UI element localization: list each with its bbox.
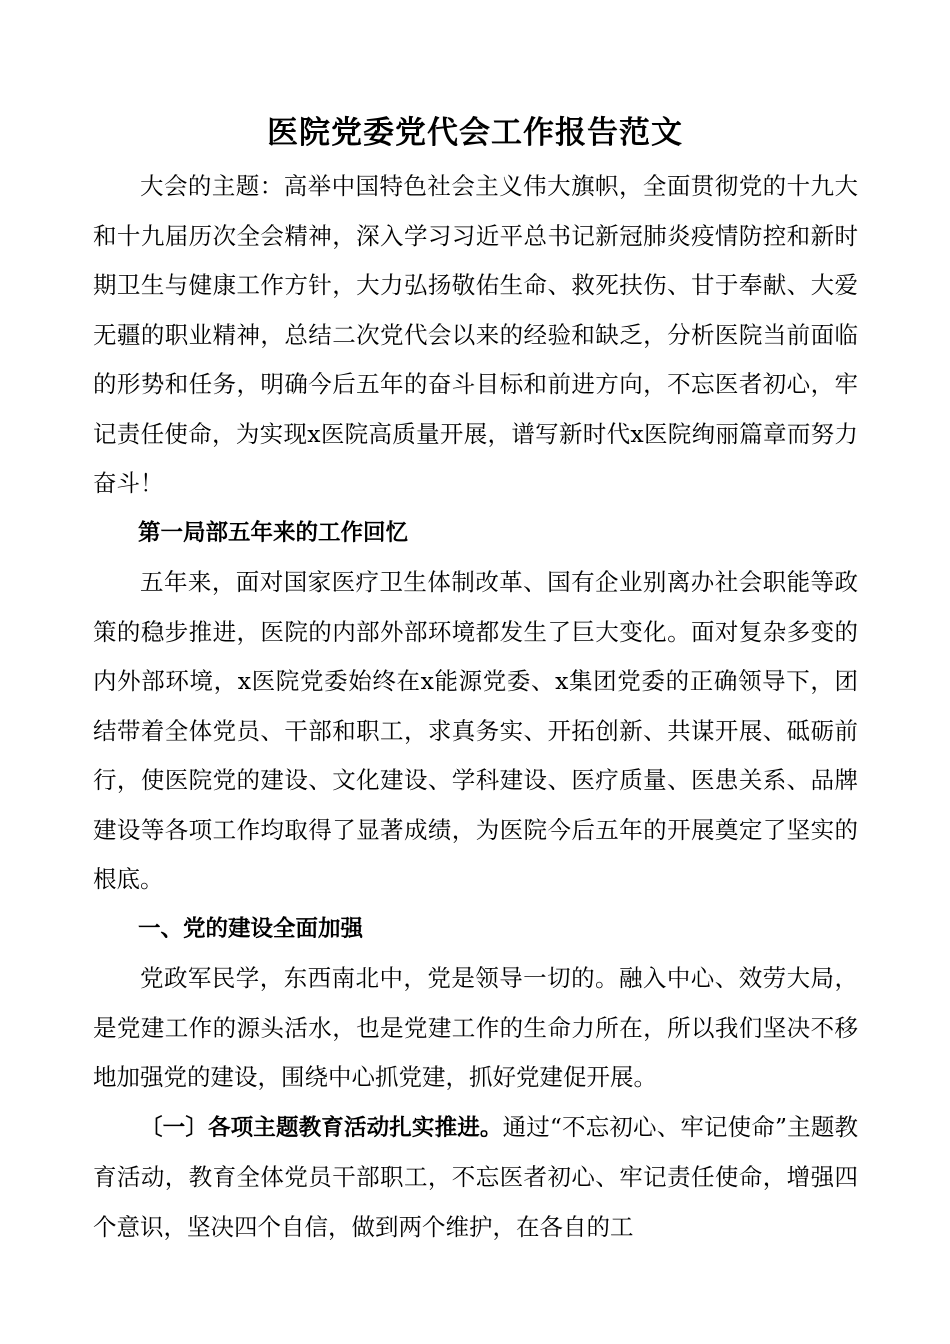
item-paragraph — [93, 1103, 858, 1253]
item-text: 通过“不忘初心、牢记使命”主题教育活动，教育全体党员干部职工，不忘医者初心、牢记责任使命，增强四个意识，坚决四个自信，做到两个维护，在各自的工 — [93, 1112, 858, 1241]
intro-paragraph: 大会的主题：高举中国特色社会主义伟大旗帜，全面贯彻党的十九大和十九届历次全会精神，深入学习习近平总书记新冠肺炎疫情防控和新时期卫生与健康工作方针，大力弘扬敬佑生命、救死扶伤、甘于奉献、大爱无疆的职业精神，总结二次党代会以来的经验和缺乏，分析医院当前面临的形势和任务，明确今后五年的奋斗目标和前进方向，不忘医者初心，牢记责任使命，为实现x医院高质量开展，谱写新时代x医院绚丽篇章而努力奋斗！ — [93, 172, 858, 497]
section-paragraph: 五年来，面对国家医疗卫生体制改革、国有企业别离办社会职能等政策的稳步推进，医院的内部外部环境都发生了巨大变化。面对复杂多变的内外部环境，x医院党委始终在x能源党委、x集团党委的正确领导下，团结带着全体党员、干部和职工，求真务实、开拓创新、共谋开展、砥砺前行，使医院党的建设、文化建设、学科建设、医疗质量、医患关系、品牌建设等各项工作均取得了显著成绩，为医院今后五年的开展奠定了坚实的根底。 — [93, 568, 858, 893]
subsection-paragraph: 党政军民学，东西南北中，党是领导一切的。融入中心、效劳大局，是党建工作的源头活水，也是党建工作的生命力所在，所以我们坚决不移地加强党的建设，围绕中心抓党建，抓好党建促开展。 — [93, 964, 858, 1091]
section-heading: 第一局部五年来的工作回忆 — [138, 519, 409, 546]
document-body — [93, 162, 858, 1252]
item-lead: 〔一〕各项主题教育活动扎实推进。 — [140, 1114, 503, 1141]
document-title: 医院党委党代会工作报告范文 — [267, 115, 683, 151]
subsection-heading: 一、党的建设全面加强 — [138, 915, 364, 942]
